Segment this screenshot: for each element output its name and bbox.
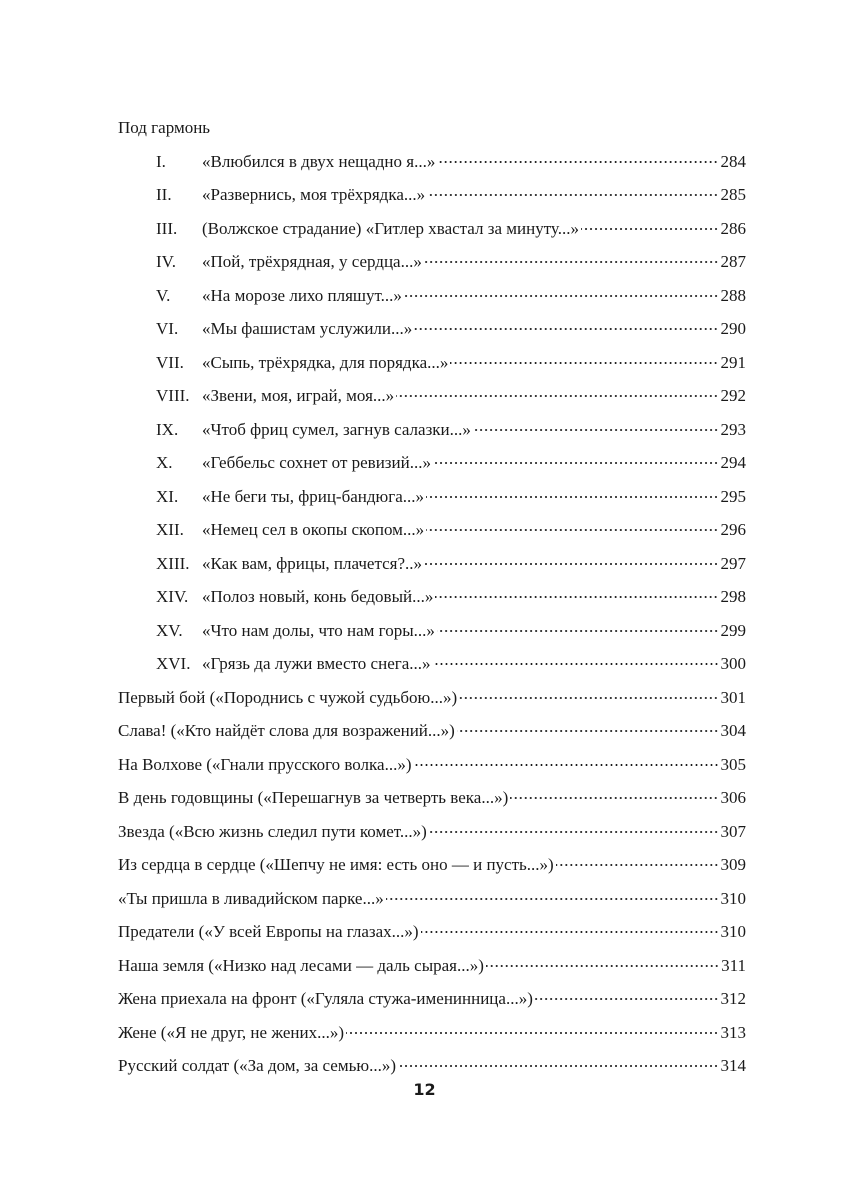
entry-title: Жене («Я не друг, не жених...») — [118, 1022, 344, 1042]
entry-title: На Волхове («Гнали прусского волка...») — [118, 754, 412, 774]
toc-entry — [118, 915, 746, 949]
entry-page-number: 298 — [720, 587, 746, 606]
entry-numeral: XVI. — [156, 654, 191, 673]
dot-leader — [437, 161, 718, 163]
entry-numeral: XIII. — [156, 553, 190, 573]
dot-leader — [581, 228, 719, 230]
entry-title: «Грязь да лужи вместо снега...» — [202, 654, 431, 673]
dot-leader — [398, 1065, 719, 1067]
dot-leader — [396, 395, 718, 397]
entry-numeral: IV. — [156, 252, 176, 271]
entry-page-number: 311 — [721, 955, 746, 975]
table-of-contents — [118, 111, 746, 1083]
entry-page-number: 304 — [720, 721, 746, 740]
entry-page-number: 313 — [720, 1022, 746, 1042]
entry-title: Наша земля («Низко над лесами — даль сырая...») — [118, 955, 484, 975]
entry-title: «Не беги ты, фриц-бандюга...» — [202, 486, 424, 506]
entry-title: «Сыпь, трёхрядка, для порядка...» — [202, 352, 449, 372]
entry-numeral: VI. — [156, 319, 179, 338]
entry-page-number: 287 — [720, 252, 746, 271]
dot-leader — [459, 697, 718, 699]
toc-sub-entry — [118, 647, 746, 681]
toc-sub-entry — [118, 212, 746, 246]
toc-entry — [118, 781, 746, 815]
entry-page-number: 310 — [720, 888, 746, 908]
entry-page-number: 307 — [720, 821, 746, 841]
entry-page-number: 295 — [720, 486, 746, 506]
toc-sub-entry — [118, 513, 746, 547]
entry-page-number: 296 — [720, 520, 746, 539]
toc-sub-entry — [118, 614, 746, 648]
dot-leader — [427, 194, 718, 196]
toc-entry — [118, 982, 746, 1016]
toc-sub-entry — [118, 346, 746, 380]
entry-title: «Влюбился в двух нещадно я...» — [202, 151, 436, 171]
entry-title: «Как вам, фрицы, плачется?..» — [202, 553, 422, 573]
entry-title: «На морозе лихо пляшут...» — [202, 285, 402, 305]
entry-title: Жена приехала на фронт («Гуляла стужа-именинница...») — [118, 989, 533, 1008]
dot-leader — [437, 630, 719, 632]
toc-sub-entry — [118, 178, 746, 212]
dot-leader — [421, 931, 719, 933]
entry-title: «Чтоб фриц сумел, загнув салазки...» — [202, 419, 471, 439]
dot-leader — [510, 797, 718, 799]
dot-leader — [556, 864, 719, 866]
entry-page-number: 309 — [720, 855, 746, 874]
toc-sub-entry — [118, 413, 746, 447]
toc-entry — [118, 714, 746, 748]
dot-leader — [535, 998, 719, 1000]
dot-leader — [450, 362, 718, 364]
toc-sub-entry — [118, 279, 746, 313]
dot-leader — [473, 429, 719, 431]
entry-page-number: 288 — [720, 285, 746, 305]
dot-leader — [486, 965, 719, 967]
toc-entry — [118, 681, 746, 715]
entry-page-number: 306 — [720, 788, 746, 807]
entry-title: «Геббельс сохнет от ревизий...» — [202, 453, 431, 472]
entry-title: «Развернись, моя трёхрядка...» — [202, 185, 426, 204]
entry-page-number: 305 — [720, 754, 746, 774]
entry-page-number: 300 — [720, 654, 746, 673]
toc-entry — [118, 1049, 746, 1083]
dot-leader — [426, 496, 719, 498]
entry-title: Предатели («У всей Европы на глазах...») — [118, 922, 419, 941]
dot-leader — [404, 295, 719, 297]
entry-page-number: 286 — [720, 218, 746, 238]
dot-leader — [433, 663, 719, 665]
entry-numeral: XV. — [156, 620, 183, 640]
entry-page-number: 310 — [720, 922, 746, 941]
toc-entry — [118, 748, 746, 782]
toc-section-heading: Под гармонь — [118, 118, 211, 137]
entry-page-number: 312 — [720, 989, 746, 1008]
toc-sub-entry — [118, 312, 746, 346]
entry-page-number: 293 — [720, 419, 746, 439]
toc-sub-entry — [118, 446, 746, 480]
page-number: 12 — [413, 1080, 436, 1099]
dot-leader — [386, 898, 719, 900]
toc-entry — [118, 848, 746, 882]
entry-numeral: I. — [156, 151, 166, 171]
toc-sub-entry — [118, 145, 746, 179]
dot-leader — [457, 730, 719, 732]
entry-numeral: II. — [156, 185, 172, 204]
entry-title: «Звени, моя, играй, моя...» — [202, 386, 395, 405]
entry-numeral: XI. — [156, 486, 179, 506]
entry-title: «Немец сел в окопы скопом...» — [202, 520, 425, 539]
toc-sub-entry — [118, 245, 746, 279]
entry-page-number: 299 — [720, 620, 746, 640]
entry-title: Русский солдат («За дом, за семью...») — [118, 1056, 396, 1075]
dot-leader — [414, 764, 719, 766]
dot-leader — [429, 831, 719, 833]
entry-numeral: V. — [156, 285, 171, 305]
toc-sub-entry — [118, 480, 746, 514]
entry-numeral: XIV. — [156, 587, 189, 606]
entry-title: Из сердца в сердце («Шепчу не имя: есть оно — и пусть...») — [118, 855, 554, 874]
dot-leader — [414, 328, 718, 330]
entry-numeral: VII. — [156, 352, 184, 372]
entry-page-number: 285 — [720, 185, 746, 204]
dot-leader — [424, 563, 719, 565]
entry-numeral: III. — [156, 218, 178, 238]
entry-page-number: 294 — [720, 453, 746, 472]
entry-page-number: 314 — [720, 1056, 746, 1075]
entry-page-number: 291 — [720, 352, 746, 372]
toc-entry — [118, 1016, 746, 1050]
toc-entry — [118, 882, 746, 916]
entry-numeral: XII. — [156, 520, 184, 539]
dot-leader — [433, 462, 719, 464]
entry-numeral: X. — [156, 453, 173, 472]
entry-title: «Пой, трёхрядная, у сердца...» — [202, 252, 422, 271]
entry-title: Слава! («Кто найдёт слова для возражений...») — [118, 721, 455, 740]
dot-leader — [426, 529, 718, 531]
dot-leader — [346, 1032, 719, 1034]
toc-entry — [118, 949, 746, 983]
entry-title: «Ты пришла в ливадийском парке...» — [118, 888, 384, 908]
entry-title: В день годовщины («Перешагнув за четверть века...») — [118, 788, 509, 807]
entry-page-number: 297 — [720, 553, 746, 573]
dot-leader — [424, 261, 719, 263]
toc-sub-entry — [118, 379, 746, 413]
toc-sub-entry — [118, 580, 746, 614]
dot-leader — [435, 596, 718, 598]
entry-page-number: 292 — [720, 386, 746, 405]
entry-numeral: IX. — [156, 419, 179, 439]
entry-title: Первый бой («Породнись с чужой судьбою...») — [118, 687, 458, 707]
entry-title: Звезда («Всю жизнь следил пути комет...») — [118, 821, 427, 841]
entry-title: «Полоз новый, конь бедовый...» — [202, 587, 434, 606]
entry-numeral: VIII. — [156, 386, 190, 405]
toc-entry — [118, 815, 746, 849]
entry-title: «Мы фашистам услужили...» — [202, 319, 413, 338]
entry-page-number: 284 — [720, 151, 746, 171]
entry-title: (Волжское страдание) «Гитлер хвастал за минуту...» — [202, 218, 579, 238]
toc-sub-entry — [118, 547, 746, 581]
entry-title: «Что нам долы, что нам горы...» — [202, 620, 435, 640]
entry-page-number: 301 — [720, 687, 746, 707]
entry-page-number: 290 — [720, 319, 746, 338]
